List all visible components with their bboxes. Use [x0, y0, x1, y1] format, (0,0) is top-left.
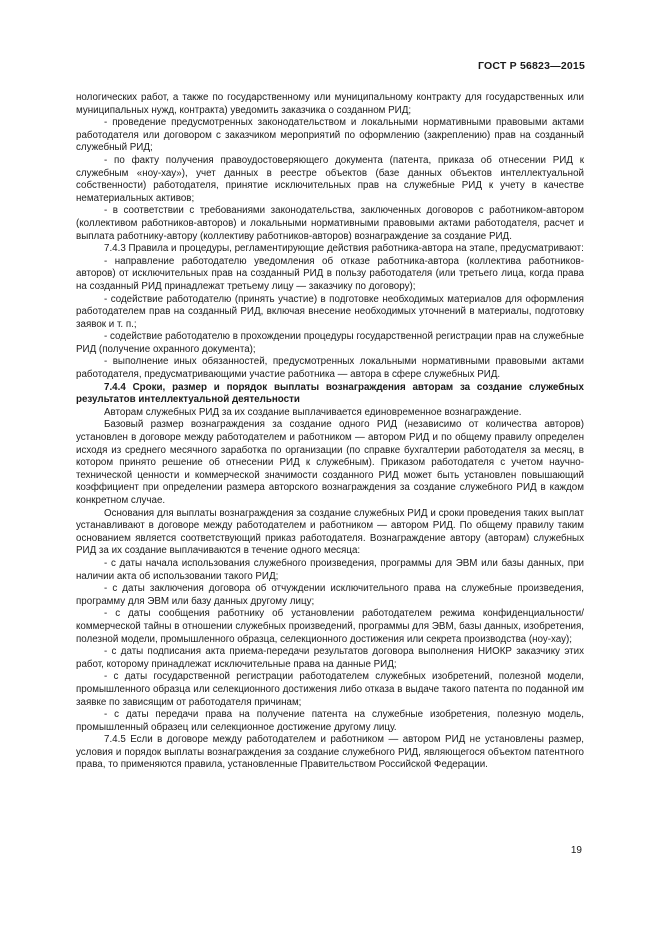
paragraph: - с даты заключения договора об отчуждении исключительного права на служебные произведения, программу для ЭВМ или базу данных другому лицу;	[76, 583, 584, 607]
page-number: 19	[570, 845, 582, 856]
paragraph: Основания для выплаты вознаграждения за создание служебных РИД и сроки проведения таких выплат устанавливают в договоре между работодателем и работником — автором РИД. По общему правилу таким основанием является соответствующий приказ работодателя. Вознаграждение автору (авторам) служебных РИД за их создание выплачиваются в течение одного месяца:	[76, 507, 584, 557]
paragraph: - с даты начала использования служебного произведения, программы для ЭВМ или базы данных, при наличии акта об использовании такого РИД;	[76, 557, 584, 582]
paragraph: - с даты передачи права на получение патента на служебные изобретения, полезную модель, промышленный образец или селекционное достижение другому лицу.	[76, 709, 584, 733]
document-body	[76, 92, 584, 772]
paragraph: - с даты государственной регистрации работодателем служебных изобретений, полезной модели, промышленного образца или селекционного достижения либо отказа в выдаче такого патента по поданной им заявке по зависящим от работодателя причинам;	[76, 671, 584, 708]
paragraph: - направление работодателю уведомления об отказе работника-автора (коллектива работников-авторов) от исключительных прав на созданный РИД в пользу работодателя (или третьего лица, когда права на созданный РИД принадлежат третьему лицу — заказчику по договору);	[76, 255, 584, 292]
paragraph: - в соответствии с требованиями законодательства, заключенных договоров с работником-автором (коллективом работников-авторов) и локальными нормативными правовыми актами работодателя, расчет и выплата работнику-автору (коллективу работников-авторов) вознаграждение за создание РИД.	[76, 205, 584, 242]
paragraph: - с даты сообщения работнику об установлении работодателем режима конфиденциальности/коммерческой тайны в отношении служебных произведений, программы для ЭВМ, базы данных, изобретения, полезной модели, промышленного образца, селекционного достижения или секрета производства (ноу-хау);	[76, 608, 584, 645]
paragraph: - с даты подписания акта приема-передачи результатов договора выполнения НИОКР заказчику этих работ, которому принадлежат исключительные права на данные РИД;	[76, 646, 584, 670]
paragraph: - содействие работодателю (принять участие) в подготовке необходимых материалов для оформления работодателем прав на созданный РИД, включая внесение необходимых уточнений в материалы, подготовку заявок и т. п.;	[76, 293, 584, 330]
paragraph: нологических работ, а также по государственному или муниципальному контракту для государственных или муниципальных нужд, контракта) уведомить заказчика о созданном РИД;	[76, 92, 584, 116]
standard-number: ГОСТ Р 56823—2015	[477, 60, 585, 72]
section-heading: 7.4.4 Сроки, размер и порядок выплаты вознаграждения авторам за создание служебных результатов интеллектуальной деятельности	[76, 381, 584, 406]
paragraph: - по факту получения правоудостоверяющего документа (патента, приказа об отнесении РИД к служебным «ноу-хау»), учет данных в реестре объектов (базе данных объектов интеллектуальной собственности) работодателя, принятие исключительных прав на служебные РИД к учету в качестве нематериальных активов;	[76, 154, 584, 204]
paragraph: Авторам служебных РИД за их создание выплачивается единовременное вознаграждение.	[104, 406, 522, 418]
paragraph: Базовый размер вознаграждения за создание одного РИД (независимо от количества авторов) установлен в договоре между работодателем и работником — автором РИД и по общему правилу определен исходя из среднего месячного заработка по организации (по справке бухгалтерии работодателя за месяц, в котором принято решение об отнесении РИД к служебным). Приказом работодателя с учетом научно-технической ценности и коммерческой значимости созданного РИД может быть установлен повышающий коэффициент при определении размера авторского вознаграждения за создание служебного РИД в каждом конкретном случае.	[76, 419, 584, 506]
paragraph: - проведение предусмотренных законодательством и локальными нормативными правовыми актами работодателя или договором с заказчиком мероприятий по оформлению (закреплению) прав на созданный служебный РИД;	[76, 117, 584, 154]
paragraph: 7.4.5 Если в договоре между работодателем и работником — автором РИД не установлены размер, условия и порядок выплаты вознаграждения за создание служебного РИД, являющегося объектом патентного права, то применяются правила, установленные Правительством Российской Федерации.	[76, 734, 584, 771]
paragraph: - содействие работодателю в прохождении процедуры государственной регистрации прав на служебные РИД (получение охранного документа);	[76, 331, 584, 355]
paragraph: 7.4.3 Правила и процедуры, регламентирующие действия работника-автора на этапе, предусматривают:	[104, 243, 584, 255]
paragraph: - выполнение иных обязанностей, предусмотренных локальными нормативными правовыми актами работодателя, предусматривающими участие работника — автора в сфере служебных РИД.	[76, 356, 584, 381]
